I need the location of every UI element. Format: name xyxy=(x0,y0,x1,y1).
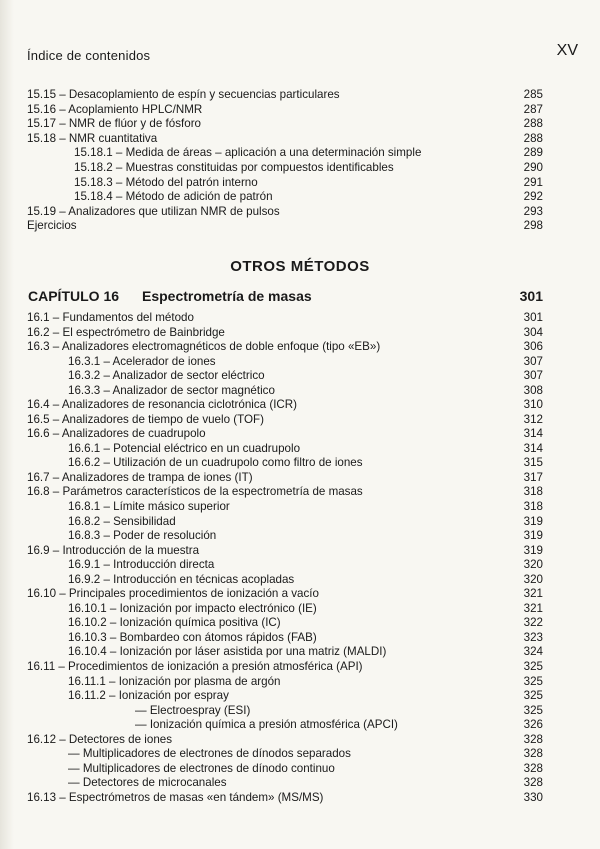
toc-entry: — Electroespray (ESI) xyxy=(135,703,251,717)
toc-entry: — Ionización química a presión atmosférica (APCI) xyxy=(135,718,398,732)
toc-entry-page: 320 xyxy=(523,572,543,586)
toc-entry: — Multiplicadores de electrones de dínodos separados xyxy=(68,747,351,761)
chapter-label: CAPÍTULO 16 xyxy=(28,288,120,304)
toc-entry-page: 315 xyxy=(523,456,543,470)
toc-entry-page: 314 xyxy=(523,427,543,441)
toc-entry: 16.12 – Detectores de iones xyxy=(27,732,173,746)
running-head: Índice de contenidos xyxy=(27,48,151,63)
toc-entry: 16.8.3 – Poder de resolución xyxy=(68,529,217,543)
toc-entry-page: 298 xyxy=(523,219,543,233)
toc-entry: 15.18.1 – Medida de áreas – aplicación a una determinación simple xyxy=(74,146,422,160)
toc-entry-page: 319 xyxy=(523,543,543,557)
toc-entry-page: 287 xyxy=(523,102,543,116)
toc-entry: 15.16 – Acoplamiento HPLC/NMR xyxy=(27,102,203,116)
toc-entry: Ejercicios xyxy=(27,219,77,233)
toc-entry: 16.6 – Analizadores de cuadrupolo xyxy=(27,427,206,441)
toc-entry: 16.9 – Introducción de la muestra xyxy=(27,543,200,557)
toc-entry-page: 318 xyxy=(523,500,543,514)
toc-entry-page: 312 xyxy=(523,412,543,426)
toc-entry-page: 324 xyxy=(523,645,543,659)
toc-entry-page: 330 xyxy=(523,790,543,804)
toc-entry: 16.13 – Espectrómetros de masas «en tándem» (MS/MS) xyxy=(27,790,324,804)
toc-entry: — Multiplicadores de electrones de dínodo continuo xyxy=(68,761,335,775)
toc-entry: 15.18.3 – Método del patrón interno xyxy=(74,175,258,189)
toc-entry: 16.5 – Analizadores de tiempo de vuelo (TOF) xyxy=(27,412,264,426)
section-title: OTROS MÉTODOS xyxy=(230,258,370,275)
toc-entry: 15.18.2 – Muestras constituidas por compuestos identificables xyxy=(74,161,394,174)
toc-entry: 16.1 – Fundamentos del método xyxy=(27,311,194,324)
toc-entry-page: 323 xyxy=(523,630,543,644)
toc-entry-page: 292 xyxy=(523,190,543,204)
toc-entry-page: 301 xyxy=(523,311,543,324)
toc-entry-page: 321 xyxy=(523,587,543,601)
toc-entry: 16.10.1 – Ionización por impacto electrónico (IE) xyxy=(68,601,317,615)
toc-entry: 16.11 – Procedimientos de ionización a presión atmosférica (API) xyxy=(27,659,363,673)
toc-entry: 16.2 – El espectrómetro de Bainbridge xyxy=(27,325,225,339)
toc-entry: 16.11.1 – Ionización por plasma de argón xyxy=(68,674,281,688)
toc-entry-page: 325 xyxy=(523,703,543,717)
toc-entry-page: 326 xyxy=(523,718,543,732)
toc-entry: 16.11.2 – Ionización por espray xyxy=(68,689,229,703)
toc-entry-page: 290 xyxy=(523,161,543,174)
toc-entry-page: 288 xyxy=(523,131,543,145)
toc-entry-page: 285 xyxy=(523,88,543,101)
toc-entry: 16.4 – Analizadores de resonancia ciclotrónica (ICR) xyxy=(27,398,298,412)
toc-entry-page: 321 xyxy=(523,601,543,615)
toc-entry: 16.8.1 – Límite másico superior xyxy=(68,500,230,514)
toc-entry: 15.15 – Desacoplamiento de espín y secuencias particulares xyxy=(27,88,340,101)
toc-entry: 15.19 – Analizadores que utilizan NMR de pulsos xyxy=(27,204,280,218)
toc-entry: 16.9.1 – Introducción directa xyxy=(68,558,215,572)
toc-entry-page: 328 xyxy=(523,761,543,775)
toc-entry: 15.18 – NMR cuantitativa xyxy=(27,131,158,145)
toc-entry: 16.10.2 – Ionización química positiva (IC) xyxy=(68,616,281,630)
toc-entry-page: 325 xyxy=(523,659,543,673)
toc-entry: 16.10 – Principales procedimientos de ionización a vacío xyxy=(27,587,319,601)
toc-entry-page: 318 xyxy=(523,485,543,499)
toc-entry: 16.3 – Analizadores electromagnéticos de doble enfoque (tipo «EB») xyxy=(27,340,381,354)
toc-entry: 16.3.3 – Analizador de sector magnético xyxy=(68,383,275,397)
chapter-title: Espectrometría de masas xyxy=(142,288,312,304)
toc-entry-page: 308 xyxy=(523,383,543,397)
toc-entry-page: 328 xyxy=(523,732,543,746)
toc-entry: 16.8.2 – Sensibilidad xyxy=(68,514,176,528)
toc-entry: 16.10.3 – Bombardeo con átomos rápidos (FAB) xyxy=(68,630,317,644)
toc-entry-page: 319 xyxy=(523,529,543,543)
toc-entry: 16.7 – Analizadores de trampa de iones (IT) xyxy=(27,470,253,484)
chapter-page: 301 xyxy=(519,288,543,304)
toc-entry-page: 325 xyxy=(523,689,543,703)
toc-entry: 16.6.2 – Utilización de un cuadrupolo como filtro de iones xyxy=(68,456,363,470)
toc-entry: 16.10.4 – Ionización por láser asistida por una matriz (MALDI) xyxy=(68,645,387,659)
toc-entry: 16.8 – Parámetros característicos de la espectrometría de masas xyxy=(27,485,363,499)
toc-entry-page: 307 xyxy=(523,369,543,383)
toc-entry-page: 310 xyxy=(523,398,543,412)
toc-entry-page: 293 xyxy=(523,204,543,218)
toc-entry: 15.18.4 – Método de adición de patrón xyxy=(74,190,273,204)
toc-entry-page: 322 xyxy=(523,616,543,630)
toc-entry-page: 320 xyxy=(523,558,543,572)
toc-entry-page: 319 xyxy=(523,514,543,528)
page-number: XV xyxy=(556,42,578,59)
toc-entry-page: 291 xyxy=(523,175,543,189)
toc-entry-page: 328 xyxy=(523,747,543,761)
toc-entry: — Detectores de microcanales xyxy=(68,776,227,790)
toc-entry: 16.3.2 – Analizador de sector eléctrico xyxy=(68,369,265,383)
toc-entry-page: 328 xyxy=(523,776,543,790)
toc-entry-page: 306 xyxy=(523,340,543,354)
toc-entry-page: 288 xyxy=(523,117,543,131)
toc-entry: 16.9.2 – Introducción en técnicas acopladas xyxy=(68,572,295,586)
toc-entry-page: 317 xyxy=(523,470,543,484)
toc-entry-page: 325 xyxy=(523,674,543,688)
toc-entry-page: 289 xyxy=(523,146,543,160)
toc-entry: 15.17 – NMR de flúor y de fósforo xyxy=(27,117,201,131)
toc-entry: 16.6.1 – Potencial eléctrico en un cuadrupolo xyxy=(68,441,301,455)
toc-entry-page: 307 xyxy=(523,354,543,368)
toc-entry: 16.3.1 – Acelerador de iones xyxy=(68,354,216,368)
toc-entry-page: 314 xyxy=(523,441,543,455)
toc-entry-page: 304 xyxy=(523,325,543,339)
